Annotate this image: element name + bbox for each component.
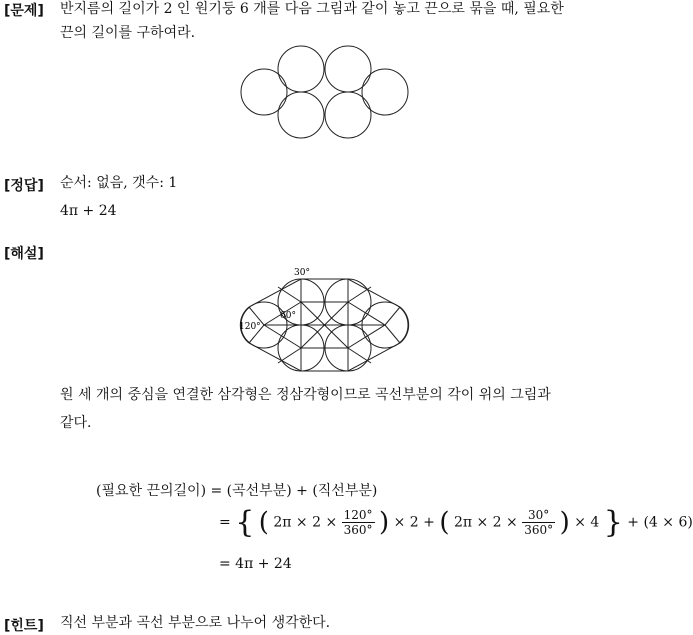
circle-top-right	[325, 46, 371, 92]
eq-open-paren-2: (	[439, 507, 450, 538]
circle-bottom-left	[278, 92, 324, 138]
equation-result: = 4π + 24	[219, 556, 292, 572]
answer-line1: 순서: 없음, 갯수: 1	[60, 175, 178, 191]
circle-left	[241, 69, 287, 115]
equation-line2	[219, 505, 693, 540]
angle-60-label: 60°	[280, 311, 296, 321]
angle-120-label: 120°	[239, 322, 261, 332]
problem-line2: 끈의 길이를 구하여라.	[60, 25, 196, 41]
eq-close-paren-2: )	[559, 507, 570, 538]
eq-term2-post: × 4	[574, 514, 600, 531]
answer-value: 4π + 24	[60, 203, 117, 219]
eq-frac1-den: 360°	[343, 523, 373, 537]
circle-right	[362, 69, 408, 115]
explanation-text2: 같다.	[60, 415, 92, 431]
explanation-figure	[238, 262, 413, 377]
eq-tail: + (4 × 6)	[627, 514, 693, 531]
eq-open-brace: {	[235, 505, 255, 540]
eq-term1-pre: 2π × 2 ×	[273, 514, 338, 531]
circle-bottom-right	[325, 92, 371, 138]
eq-frac1-num: 120°	[343, 508, 373, 522]
eq-term1-post: × 2 +	[393, 514, 435, 531]
eq-frac2-num: 30°	[522, 508, 555, 523]
equation-lhs: (필요한 끈의길이) = (곡선부분) + (직선부분)	[96, 483, 378, 499]
hint-tag: [힌트]	[4, 618, 44, 634]
eq-frac1	[342, 508, 375, 537]
eq-open-paren-1: (	[258, 507, 269, 538]
eq-term2-pre: 2π × 2 ×	[453, 514, 518, 531]
explanation-text1: 원 세 개의 중심을 연결한 삼각형은 정삼각형이므로 곡선부분의 각이 위의 그림과	[60, 387, 551, 403]
eq-frac2-den: 360°	[524, 523, 554, 537]
problem-line1: 반지름의 길이가 2 인 원기둥 6 개를 다음 그림과 같이 놓고 끈으로 묶을 때, 필요한	[60, 1, 564, 17]
explanation-tag: [해설]	[4, 246, 44, 262]
circle-top-left	[278, 46, 324, 92]
problem-tag: [문제]	[4, 3, 44, 19]
hint-text: 직선 부분과 곡선 부분으로 나누어 생각한다.	[60, 615, 331, 631]
eq-frac2	[522, 508, 555, 537]
answer-tag: [정답]	[4, 178, 44, 194]
eq-close-brace: }	[603, 505, 623, 540]
eq-close-paren-1: )	[378, 507, 390, 538]
angle-30-label: 30°	[294, 268, 310, 278]
eq-equals: =	[219, 514, 231, 531]
six-circles-figure	[238, 45, 413, 140]
